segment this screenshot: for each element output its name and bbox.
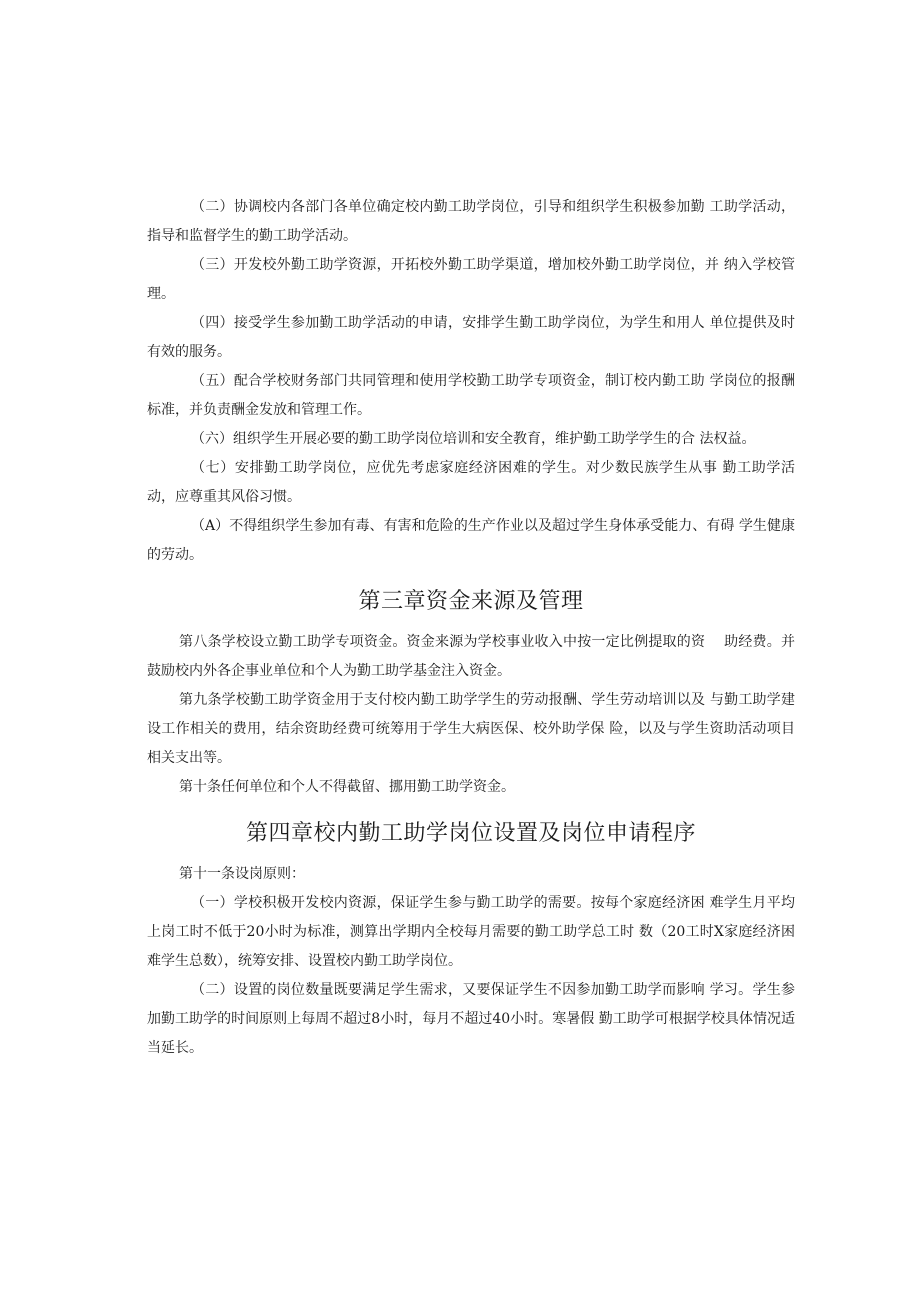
duty-item-3: （三）开发校外勤工助学资源，开拓校外勤工助学渠道，增加校外勤工助学岗位，并 纳入学校管理。 (147, 257, 795, 302)
duty-item-4: （四）接受学生参加勤工助学活动的申请，安排学生勤工助学岗位，为学生和用人 单位提供及时有效的服务。 (147, 315, 795, 360)
article-11-item-1: （一）学校积极开发校内资源，保证学生参与勤工助学的需要。按每个家庭经济困 难学生月平均上岗工时不低于20小时为标准，测算出学期内全校每月需要的勤工助学总工时 数（20工时X家庭经济困难学生总数），统筹安排、设置校内勤工助学岗位。 (147, 895, 795, 969)
chapter-4-title: 第四章校内勤工助学岗位设置及岗位申请程序 (245, 821, 696, 846)
article-9: 第九条学校勤工助学资金用于支付校内勤工助学学生的劳动报酬、学生劳动培训以及 与勤工助学建设工作相关的费用，结余资助经费可统筹用于学生大病医保、校外助学保 险，以及与学生资助活动项目相关支出等。 (147, 692, 795, 766)
article-10: 第十条任何单位和个人不得截留、挪用勤工助学资金。 (179, 779, 515, 795)
article-11-heading: 第十一条设岗原则： (179, 866, 305, 882)
duty-item-5: （五）配合学校财务部门共同管理和使用学校勤工助学专项资金，制订校内勤工助 学岗位的报酬标准，并负责酬金发放和管理工作。 (147, 373, 795, 418)
chapter-3-title: 第三章资金来源及管理 (358, 589, 584, 614)
duty-item-2: （二）协调校内各部门各单位确定校内勤工助学岗位，引导和组织学生积极参加勤 工助学活动，指导和监督学生的勤工助学活动。 (147, 199, 795, 244)
article-8: 第八条学校设立勤工助学专项资金。资金来源为学校事业收入中按一定比例提取的资 助经费。并鼓励校内外各企事业单位和个人为勤工助学基金注入资金。 (147, 634, 795, 679)
document-body (147, 193, 795, 1063)
duty-item-8: （A）不得组织学生参加有毒、有害和危险的生产作业以及超过学生身体承受能力、有碍 学生健康的劳动。 (147, 518, 795, 563)
article-11-item-2: （二）设置的岗位数量既要满足学生需求，又要保证学生不因参加勤工助学而影响 学习。学生参加勤工助学的时间原则上每周不超过8小时，每月不超过40小时。寒暑假 勤工助学可根据学校具体情况适当延长。 (147, 982, 795, 1056)
duty-item-6: （六）组织学生开展必要的勤工助学岗位培训和安全教育，维护勤工助学学生的合 法权益。 (191, 431, 756, 447)
duty-item-7: （七）安排勤工助学岗位，应优先考虑家庭经济困难的学生。对少数民族学生从事 勤工助学活动，应尊重其风俗习惯。 (147, 460, 795, 505)
